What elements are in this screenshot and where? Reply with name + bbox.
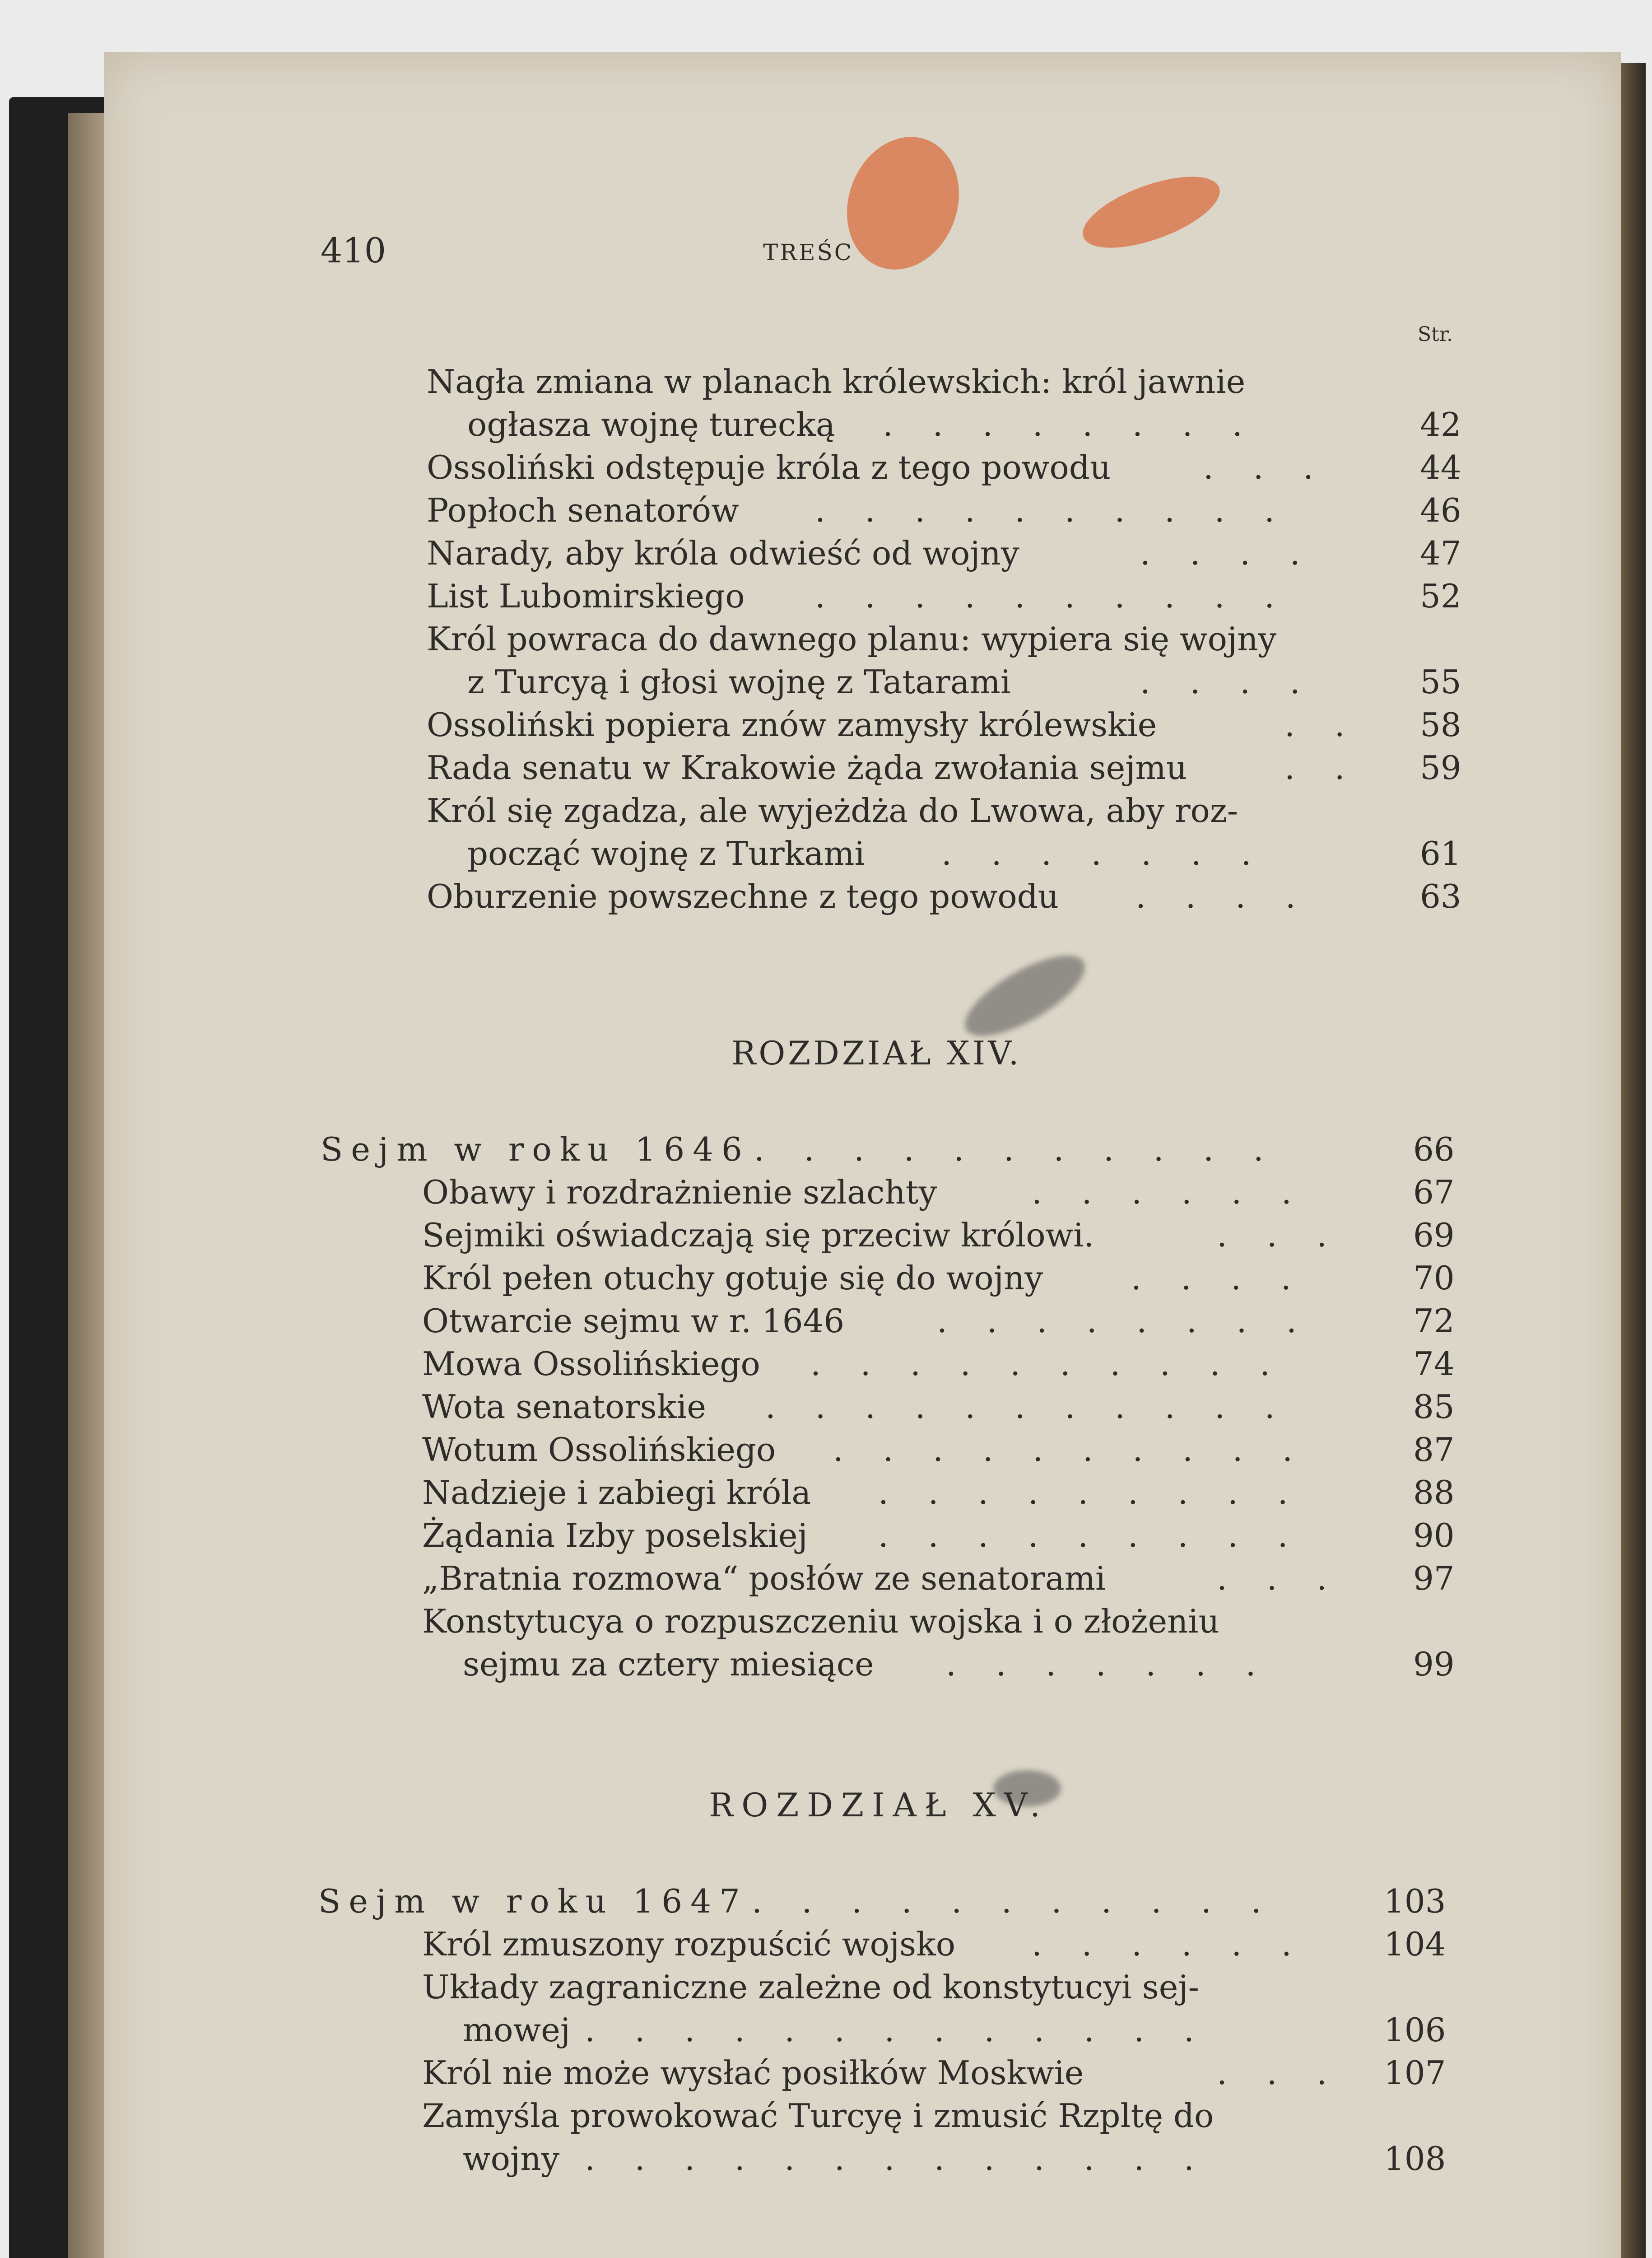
leader-dots: . . . . . . . . . . xyxy=(810,1345,1285,1383)
toc-page-number: 108 xyxy=(1384,2140,1446,2178)
leader-dots: . . . . xyxy=(1140,534,1315,572)
toc-entry xyxy=(427,790,1465,831)
toc-entry-label: Rada senatu w Krakowie żąda zwołania sejmu xyxy=(427,749,1187,787)
toc-entry xyxy=(427,619,1465,659)
toc-entry xyxy=(422,1215,1461,1255)
toc-section-label: Sejm w roku 1647 xyxy=(318,1882,748,1920)
leader-dots: . . . . . . . . . . . . . xyxy=(585,2011,1209,2049)
toc-entry xyxy=(422,1344,1461,1384)
toc-page-number: 99 xyxy=(1413,1645,1455,1683)
leader-dots: . . . . . . . xyxy=(946,1645,1270,1683)
toc-entry-label: Ossoliński popiera znów zamysły królewskie xyxy=(427,706,1157,744)
toc-entry-label: Ossoliński odstępuje króla z tego powodu xyxy=(427,448,1111,486)
toc-entry xyxy=(427,747,1465,788)
toc-page-number: 70 xyxy=(1413,1259,1455,1297)
leader-dots: . . . . xyxy=(1135,877,1311,915)
toc-page-number: 55 xyxy=(1420,663,1461,701)
toc-entry xyxy=(427,876,1465,917)
toc-page-number: 103 xyxy=(1384,1882,1446,1920)
toc-entry-label: wojny xyxy=(463,2140,560,2178)
toc-page-number: 67 xyxy=(1413,1173,1455,1211)
toc-page-number: 107 xyxy=(1384,2054,1446,2092)
leader-dots: . . . . . . xyxy=(1032,1925,1307,1963)
toc-entry-label: Narady, aby króla odwieść od wojny xyxy=(427,534,1019,572)
leader-dots: . . . . . . . . . . xyxy=(815,577,1289,615)
toc-entry-label: Oburzenie powszechne z tego powodu xyxy=(427,877,1059,915)
toc-entry xyxy=(427,361,1465,402)
leader-dots: . . . . . . . . . . xyxy=(833,1431,1308,1469)
toc-page-number: 88 xyxy=(1413,1474,1455,1512)
toc-page-number: 74 xyxy=(1413,1345,1455,1383)
toc-entry-label: sejmu za cztery miesiące xyxy=(463,1645,874,1683)
toc-page-number: 90 xyxy=(1413,1516,1455,1554)
toc-entry-label: Król pełen otuchy gotuje się do wojny xyxy=(422,1259,1043,1297)
leader-dots: . . . . . . . . . . . xyxy=(754,1130,1279,1168)
leader-dots: . . . . . . . . . xyxy=(878,1516,1303,1554)
leader-dots: . . . xyxy=(1217,2054,1342,2092)
toc-entry xyxy=(422,1472,1461,1513)
leader-dots: . . xyxy=(1284,706,1359,744)
toc-entry-label: List Lubomirskiego xyxy=(427,577,745,615)
toc-entry xyxy=(427,704,1465,745)
toc-page-number: 104 xyxy=(1384,1925,1446,1963)
toc-page-number: 44 xyxy=(1420,448,1461,486)
toc-page-number: 87 xyxy=(1413,1431,1455,1469)
toc-page-number: 63 xyxy=(1420,877,1461,915)
toc-entry-label: ogłasza wojnę turecką xyxy=(467,406,835,443)
toc-entry-label: Wota senatorskie xyxy=(422,1388,706,1426)
toc-entry xyxy=(467,404,1461,445)
toc-page-number: 46 xyxy=(1420,491,1461,529)
running-head: TREŚC xyxy=(763,239,854,266)
chapter-heading: ROZDZIAŁ XV. xyxy=(709,1786,1049,1824)
toc-page-number: 58 xyxy=(1420,706,1461,744)
toc-entry-label: począć wojnę z Turkami xyxy=(467,835,865,872)
toc-page-number: 61 xyxy=(1420,835,1461,872)
toc-entry xyxy=(427,447,1465,488)
leader-dots: . . xyxy=(1284,749,1359,787)
toc-entry-label: Król nie może wysłać posiłków Moskwie xyxy=(422,2054,1084,2092)
toc-entry xyxy=(427,533,1465,574)
toc-entry xyxy=(427,576,1465,616)
toc-entry-label: Król się zgadza, ale wyjeżdża do Lwowa, aby roz- xyxy=(427,792,1238,830)
toc-entry xyxy=(463,2010,1456,2050)
toc-entry xyxy=(422,1172,1461,1213)
toc-entry xyxy=(422,1967,1461,2007)
leader-dots: . . . . . . . . xyxy=(937,1302,1312,1340)
toc-entry xyxy=(422,1924,1461,1964)
toc-entry xyxy=(467,833,1461,874)
leader-dots: . . . xyxy=(1217,1559,1342,1597)
toc-entry xyxy=(422,2053,1461,2093)
toc-entry-label: mowej xyxy=(463,2011,571,2049)
toc-section-entry xyxy=(321,1129,1463,1170)
toc-entry-label: Żądania Izby poselskiej xyxy=(422,1516,808,1554)
toc-entry-label: Król powraca do dawnego planu: wypiera się wojny xyxy=(427,620,1277,658)
toc-page-number: 47 xyxy=(1420,534,1461,572)
toc-entry-label: Sejmiki oświadczają się przeciw królowi. xyxy=(422,1216,1094,1254)
toc-entry-label: Wotum Ossolińskiego xyxy=(422,1431,776,1469)
leader-dots: . . . . . . . . xyxy=(883,406,1257,443)
toc-entry xyxy=(422,1258,1461,1298)
leader-dots: . . . . . . . . . . . xyxy=(765,1388,1290,1426)
page-edges-right xyxy=(1621,63,1646,2258)
toc-entry xyxy=(422,1515,1461,1556)
toc-entry xyxy=(427,490,1465,531)
toc-entry xyxy=(422,1429,1461,1470)
toc-page-number: 72 xyxy=(1413,1302,1455,1340)
toc-entry xyxy=(463,2138,1456,2179)
leader-dots: . . . . . . . xyxy=(941,835,1266,872)
leader-dots: . . . xyxy=(1203,448,1328,486)
leader-dots: . . . . . . . . . . . xyxy=(752,1882,1276,1920)
leader-dots: . . . . . . . . . . . . . xyxy=(585,2140,1209,2178)
toc-entry xyxy=(422,1301,1461,1341)
leader-dots: . . . . . . . . . xyxy=(878,1474,1303,1512)
toc-entry-label: Król zmuszony rozpuścić wojsko xyxy=(422,1925,956,1963)
toc-entry xyxy=(422,2095,1461,2136)
toc-page-number: 85 xyxy=(1413,1388,1455,1426)
toc-page-number: 66 xyxy=(1413,1130,1455,1168)
toc-page-number: 42 xyxy=(1420,406,1461,443)
toc-entry xyxy=(467,662,1461,702)
toc-entry-label: Konstytucya o rozpuszczeniu wojska i o złożeniu xyxy=(422,1602,1219,1640)
toc-entry-label: „Bratnia rozmowa“ posłów ze senatorami xyxy=(422,1559,1106,1597)
toc-entry-label: Obawy i rozdrażnienie szlachty xyxy=(422,1173,937,1211)
toc-entry-label: z Turcyą i głosi wojnę z Tatarami xyxy=(467,663,1011,701)
toc-entry-label: Zamyśla prowokować Turcyę i zmusić Rzpltę do xyxy=(422,2097,1214,2135)
toc-entry xyxy=(422,1601,1461,1642)
toc-entry xyxy=(463,1644,1456,1684)
toc-entry-label: Nagła zmiana w planach królewskich: król jawnie xyxy=(427,363,1246,401)
leader-dots: . . . . xyxy=(1140,663,1315,701)
toc-page-number: 106 xyxy=(1384,2011,1446,2049)
toc-section-entry xyxy=(318,1881,1461,1922)
toc-page-number: 59 xyxy=(1420,749,1461,787)
leader-dots: . . . . xyxy=(1131,1259,1306,1297)
toc-page-number: 97 xyxy=(1413,1559,1455,1597)
toc-entry-label: Mowa Ossolińskiego xyxy=(422,1345,760,1383)
chapter-heading: ROZDZIAŁ XIV. xyxy=(731,1034,1022,1072)
toc-entry-label: Otwarcie sejmu w r. 1646 xyxy=(422,1302,845,1340)
toc-entry-label: Układy zagraniczne zależne od konstytucyi sej- xyxy=(422,1968,1200,2006)
toc-entry xyxy=(422,1386,1461,1427)
toc-page-number: 52 xyxy=(1420,577,1461,615)
page-number: 410 xyxy=(321,230,386,271)
page-column-label: Str. xyxy=(1418,323,1453,346)
leader-dots: . . . . . . xyxy=(1032,1173,1307,1211)
toc-section-label: Sejm w roku 1646 xyxy=(321,1130,750,1168)
leader-dots: . . . . . . . . . . xyxy=(815,491,1289,529)
leader-dots: . . . xyxy=(1217,1216,1342,1254)
toc-entry xyxy=(422,1558,1461,1599)
toc-page-number: 69 xyxy=(1413,1216,1455,1254)
toc-entry-label: Popłoch senatorów xyxy=(427,491,739,529)
toc-entry-label: Nadzieje i zabiegi króla xyxy=(422,1474,811,1512)
